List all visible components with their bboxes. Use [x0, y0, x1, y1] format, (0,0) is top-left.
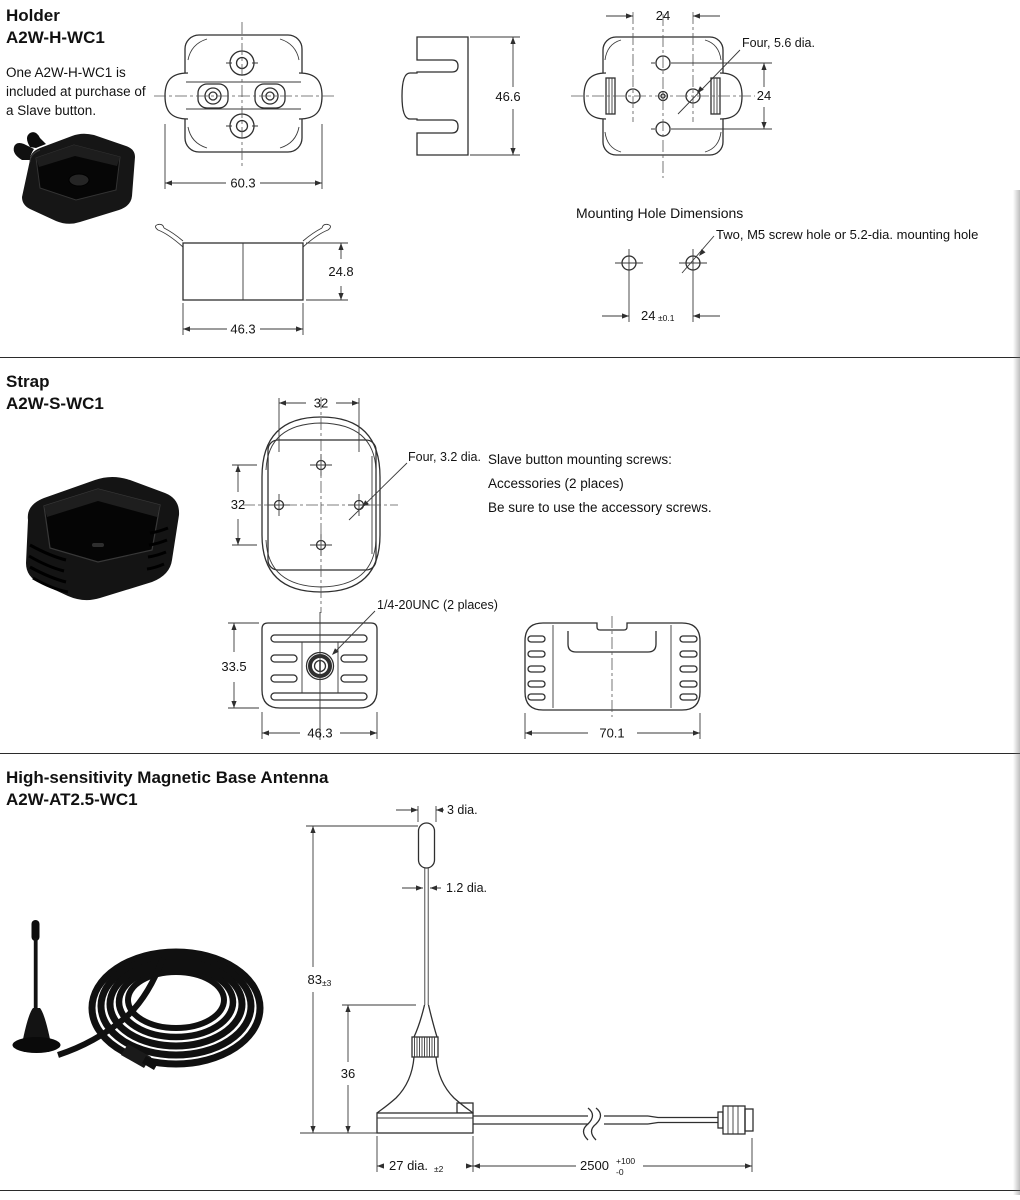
- strap-photo: [26, 477, 179, 600]
- dim-strap-front-width: 46.3: [307, 725, 333, 741]
- strap-section-title: Strap: [6, 372, 50, 391]
- strap-model: A2W-S-WC1: [6, 394, 104, 413]
- holder-note-line: a Slave button.: [6, 103, 97, 118]
- dim-mount-pitch: 24: [641, 308, 656, 323]
- callout-strap-thread: 1/4-20UNC (2 places): [377, 598, 498, 612]
- dim-mount-pitch-tol: ±0.1: [658, 313, 675, 323]
- strap-front-view: [221, 598, 498, 741]
- callout-holder-rear-holes: Four, 5.6 dia.: [742, 36, 815, 50]
- holder-note-line: included at purchase of: [6, 84, 146, 99]
- strap-side-view: [525, 616, 700, 741]
- dim-antenna-height-tol: ±3: [322, 978, 332, 988]
- dim-strap-front-height: 33.5: [221, 659, 247, 674]
- holder-note-line: One A2W-H-WC1 is: [6, 65, 126, 80]
- page-bottom-rule: [0, 1190, 1020, 1191]
- dim-antenna-base-dia-tol: ±2: [434, 1164, 444, 1174]
- dim-antenna-base-dia: 27 dia.: [389, 1158, 429, 1173]
- dim-strap-top-pitch-v: 32: [230, 497, 246, 512]
- callout-antenna-rod-dia: 1.2 dia.: [446, 881, 488, 895]
- dim-holder-bottom-height: 24.8: [328, 264, 354, 279]
- holder-front-view: [154, 22, 334, 191]
- holder-rear-view: [571, 8, 815, 178]
- holder-drawings: [0, 0, 1020, 357]
- callout-strap-top-holes: Four, 3.2 dia.: [408, 450, 481, 464]
- callout-antenna-tip-dia: 3 dia.: [447, 803, 478, 817]
- strap-screw-note-line: Slave button mounting screws:: [488, 452, 672, 467]
- holder-photo-hole: [69, 174, 89, 186]
- holder-section-title: Holder: [6, 6, 60, 25]
- scan-edge-shading: [1013, 190, 1020, 1195]
- dim-antenna-cable-tol-minus: -0: [616, 1167, 624, 1177]
- dim-strap-top-pitch-h: 32: [313, 395, 329, 411]
- dim-antenna-height: 83: [307, 972, 322, 987]
- antenna-photo: [13, 920, 261, 1070]
- holder-bottom-view: [156, 224, 354, 336]
- dim-holder-side-height: 46.6: [495, 89, 521, 104]
- strap-drawings: [0, 357, 1020, 753]
- mounting-hole-heading: Mounting Hole Dimensions: [576, 205, 744, 221]
- dim-antenna-base-height: 36: [340, 1066, 356, 1081]
- dim-holder-rear-pitch-h: 24: [655, 8, 671, 23]
- antenna-dimension-drawing: [300, 803, 753, 1177]
- antenna-drawings: [0, 753, 1020, 1200]
- mounting-hole-callout: Two, M5 screw hole or 5.2-dia. mounting hole: [716, 227, 979, 242]
- dim-holder-rear-pitch-v: 24: [756, 88, 772, 103]
- dim-antenna-cable-tol-plus: +100: [616, 1156, 636, 1166]
- strap-screw-note-line: Be sure to use the accessory screws.: [488, 500, 712, 515]
- mounting-hole-diagram: [602, 236, 720, 323]
- dim-strap-side-width: 70.1: [599, 725, 625, 741]
- holder-side-view: [402, 37, 521, 155]
- antenna-model: A2W-AT2.5-WC1: [6, 790, 138, 809]
- dim-holder-front-width: 60.3: [230, 175, 256, 191]
- strap-top-view: [231, 396, 481, 614]
- dim-antenna-cable-length: 2500: [580, 1158, 609, 1173]
- strap-screw-note-line: Accessories (2 places): [488, 476, 624, 491]
- dim-holder-bottom-width: 46.3: [230, 321, 256, 337]
- antenna-section-title: High-sensitivity Magnetic Base Antenna: [6, 768, 329, 787]
- holder-model: A2W-H-WC1: [6, 28, 105, 47]
- holder-photo: [14, 132, 135, 224]
